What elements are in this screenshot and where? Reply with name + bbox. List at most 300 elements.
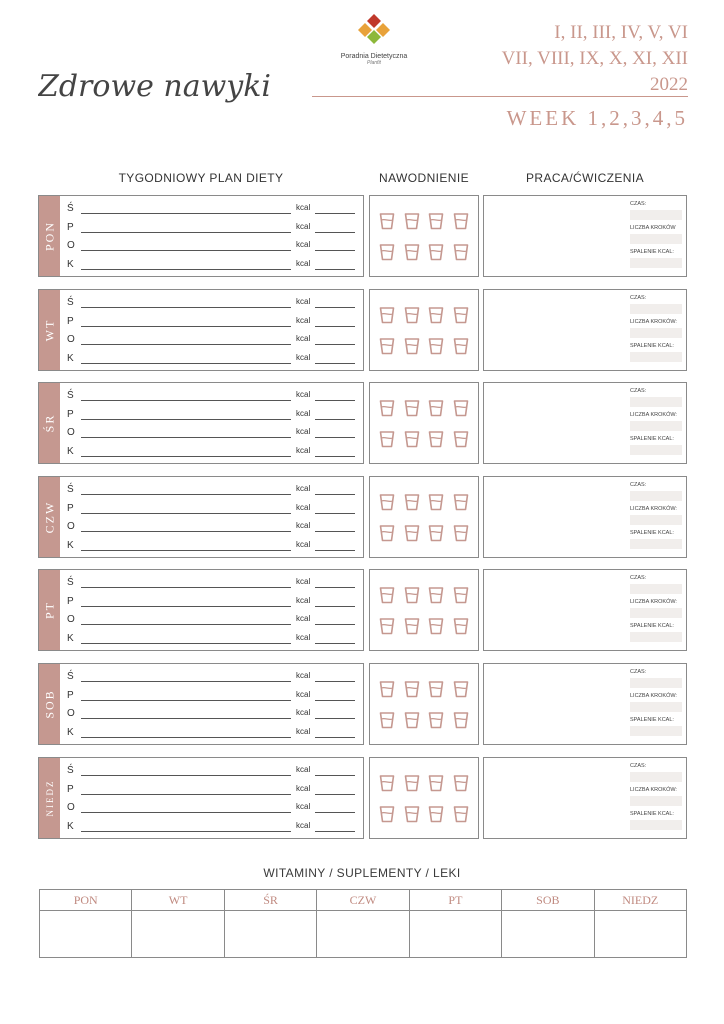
day-label: PT	[42, 600, 56, 620]
work-exercise-box	[483, 289, 687, 371]
water-glass-icon[interactable]	[453, 617, 469, 635]
time-label: CZAS:	[630, 295, 647, 301]
kcal-write-line[interactable]	[315, 794, 355, 795]
meal-write-line[interactable]	[81, 587, 291, 588]
water-glass-icon[interactable]	[404, 212, 420, 230]
meal-letter: K	[67, 445, 74, 457]
meal-write-line[interactable]	[81, 363, 291, 364]
water-glass-icon[interactable]	[453, 430, 469, 448]
kcal-write-line[interactable]	[315, 700, 355, 701]
day-tab	[39, 477, 60, 557]
steps-label: LICZBA KROKÓW	[630, 225, 676, 231]
diet-box	[38, 289, 364, 371]
work-exercise-box	[483, 663, 687, 745]
year: 2022	[650, 74, 688, 95]
meal-line[interactable]	[67, 238, 359, 256]
work-exercise-box	[483, 476, 687, 558]
time-label: CZAS:	[630, 763, 647, 769]
meal-letter: O	[67, 334, 75, 345]
meal-line[interactable]	[67, 407, 359, 425]
meal-letter: K	[67, 258, 74, 270]
diet-box	[38, 476, 364, 558]
kcal-label: kcal	[296, 521, 311, 530]
time-field[interactable]	[630, 210, 682, 220]
kcal-label: kcal	[296, 427, 311, 436]
kcal-write-line[interactable]	[315, 456, 355, 457]
time-label: CZAS:	[630, 201, 647, 207]
water-glass-icon[interactable]	[379, 399, 395, 417]
meal-letter: O	[67, 614, 75, 625]
day-tab	[39, 664, 60, 744]
water-glass-icon[interactable]	[379, 430, 395, 448]
kcal-label: kcal	[296, 765, 311, 774]
work-exercise-box	[483, 569, 687, 651]
burn-label: SPALENIE KCAL:	[630, 343, 674, 349]
hydration-box	[369, 195, 479, 277]
water-glass-icon[interactable]	[404, 711, 420, 729]
kcal-label: kcal	[296, 577, 311, 586]
steps-field[interactable]	[630, 421, 682, 431]
water-glass-icon[interactable]	[453, 212, 469, 230]
burn-field[interactable]	[630, 820, 682, 830]
diet-plan-heading: TYGODNIOWY PLAN DIETY	[118, 171, 284, 185]
time-label: CZAS:	[630, 575, 647, 581]
kcal-label: kcal	[296, 726, 311, 736]
meal-letter: P	[67, 408, 74, 420]
water-glass-icon[interactable]	[453, 306, 469, 324]
meal-write-line[interactable]	[81, 606, 291, 607]
kcal-write-line[interactable]	[315, 737, 355, 738]
meal-line[interactable]	[67, 351, 359, 369]
kcal-write-line[interactable]	[315, 831, 355, 832]
steps-label: LICZBA KROKÓW:	[630, 693, 677, 699]
meal-letter: O	[67, 427, 75, 438]
kcal-label: kcal	[296, 445, 311, 455]
water-glass-icon[interactable]	[428, 586, 444, 604]
meal-write-line[interactable]	[81, 718, 291, 719]
supplement-column[interactable]	[40, 890, 132, 957]
diet-box	[38, 195, 364, 277]
steps-label: LICZBA KROKÓW:	[630, 412, 677, 418]
time-field[interactable]	[630, 397, 682, 407]
kcal-write-line[interactable]	[315, 326, 355, 327]
meal-write-line[interactable]	[81, 831, 291, 832]
burn-field[interactable]	[630, 258, 682, 268]
meal-line[interactable]	[67, 519, 359, 537]
kcal-write-line[interactable]	[315, 213, 355, 214]
steps-label: LICZBA KROKÓW:	[630, 787, 677, 793]
water-glass-icon[interactable]	[428, 212, 444, 230]
water-glass-icon[interactable]	[428, 680, 444, 698]
water-glass-icon[interactable]	[379, 243, 395, 261]
water-glass-icon[interactable]	[428, 399, 444, 417]
supplement-column[interactable]	[317, 890, 409, 957]
day-label: CZW	[42, 500, 56, 534]
water-glass-icon[interactable]	[404, 524, 420, 542]
day-tab	[39, 383, 60, 463]
hydration-box	[369, 569, 479, 651]
water-glass-icon[interactable]	[404, 337, 420, 355]
steps-field[interactable]	[630, 234, 682, 244]
water-glass-icon[interactable]	[379, 212, 395, 230]
meal-line[interactable]	[67, 763, 359, 781]
logo-subtitle: Planfit	[367, 60, 381, 66]
kcal-label: kcal	[296, 408, 311, 418]
steps-label: LICZBA KROKÓW:	[630, 506, 677, 512]
meal-line[interactable]	[67, 594, 359, 612]
water-glass-icon[interactable]	[379, 805, 395, 823]
diet-box	[38, 382, 364, 464]
hydration-box	[369, 382, 479, 464]
meal-write-line[interactable]	[81, 812, 291, 813]
steps-field[interactable]	[630, 702, 682, 712]
meal-line[interactable]	[67, 725, 359, 743]
meal-line[interactable]	[67, 669, 359, 687]
water-glass-icon[interactable]	[404, 680, 420, 698]
meal-write-line[interactable]	[81, 737, 291, 738]
kcal-write-line[interactable]	[315, 681, 355, 682]
kcal-label: kcal	[296, 240, 311, 249]
hydration-box	[369, 476, 479, 558]
steps-field[interactable]	[630, 328, 682, 338]
water-glass-icon[interactable]	[453, 774, 469, 792]
meal-write-line[interactable]	[81, 624, 291, 625]
meal-line[interactable]	[67, 501, 359, 519]
script-title	[38, 56, 298, 116]
day-tab	[39, 196, 60, 276]
water-glass-icon[interactable]	[428, 243, 444, 261]
water-glass-icon[interactable]	[453, 337, 469, 355]
burn-label: SPALENIE KCAL:	[630, 623, 674, 629]
supplements-title: WITAMINY / SUPLEMENTY / LEKI	[263, 866, 461, 880]
water-glass-icon[interactable]	[453, 711, 469, 729]
meal-letter: P	[67, 315, 74, 327]
meal-line[interactable]	[67, 332, 359, 350]
kcal-write-line[interactable]	[315, 269, 355, 270]
water-glass-icon[interactable]	[404, 243, 420, 261]
kcal-write-line[interactable]	[315, 624, 355, 625]
meal-line[interactable]	[67, 295, 359, 313]
logo-name: Poradnia Dietetyczna	[340, 53, 408, 60]
water-glass-icon[interactable]	[428, 306, 444, 324]
burn-label: SPALENIE KCAL:	[630, 811, 674, 817]
meal-write-line[interactable]	[81, 531, 291, 532]
meal-letter: Ś	[67, 203, 74, 214]
meal-write-line[interactable]	[81, 513, 291, 514]
day-tab	[39, 758, 60, 838]
burn-field[interactable]	[630, 726, 682, 736]
supplement-day-header: SOB	[502, 890, 593, 911]
meal-letter: Ś	[67, 484, 74, 495]
kcal-label: kcal	[296, 802, 311, 811]
kcal-label: kcal	[296, 258, 311, 268]
supplement-day-header: NIEDZ	[595, 890, 686, 911]
meal-line[interactable]	[67, 575, 359, 593]
time-label: CZAS:	[630, 482, 647, 488]
meal-line[interactable]	[67, 482, 359, 500]
day-label: SOB	[42, 689, 56, 719]
meal-letter: Ś	[67, 297, 74, 308]
supplement-day-header: CZW	[317, 890, 408, 911]
kcal-label: kcal	[296, 334, 311, 343]
kcal-label: kcal	[296, 484, 311, 493]
meal-write-line[interactable]	[81, 643, 291, 644]
water-glass-icon[interactable]	[379, 586, 395, 604]
hydration-box	[369, 663, 479, 745]
meal-write-line[interactable]	[81, 775, 291, 776]
burn-field[interactable]	[630, 352, 682, 362]
water-glass-icon[interactable]	[428, 430, 444, 448]
kcal-write-line[interactable]	[315, 812, 355, 813]
burn-label: SPALENIE KCAL:	[630, 436, 674, 442]
months-line-1: I, II, III, IV, V, VI	[554, 22, 688, 43]
meal-letter: K	[67, 726, 74, 738]
time-field[interactable]	[630, 584, 682, 594]
header-divider	[312, 96, 688, 97]
week-label: WEEK 1,2,3,4,5	[506, 106, 688, 130]
burn-field[interactable]	[630, 445, 682, 455]
kcal-write-line[interactable]	[315, 419, 355, 420]
meal-letter: P	[67, 595, 74, 607]
meal-letter: P	[67, 221, 74, 233]
time-field[interactable]	[630, 491, 682, 501]
meal-letter: Ś	[67, 671, 74, 682]
water-glass-icon[interactable]	[404, 586, 420, 604]
kcal-write-line[interactable]	[315, 606, 355, 607]
burn-field[interactable]	[630, 539, 682, 549]
kcal-write-line[interactable]	[315, 232, 355, 233]
kcal-label: kcal	[296, 708, 311, 717]
kcal-write-line[interactable]	[315, 550, 355, 551]
time-field[interactable]	[630, 678, 682, 688]
kcal-write-line[interactable]	[315, 363, 355, 364]
supplement-day-header: PT	[410, 890, 501, 911]
meal-write-line[interactable]	[81, 344, 291, 345]
water-glass-icon[interactable]	[428, 337, 444, 355]
supplement-column[interactable]	[132, 890, 224, 957]
time-field[interactable]	[630, 304, 682, 314]
water-glass-icon[interactable]	[379, 306, 395, 324]
water-glass-icon[interactable]	[379, 337, 395, 355]
meal-letter: O	[67, 802, 75, 813]
meal-letter: P	[67, 783, 74, 795]
supplement-day-header: PON	[40, 890, 131, 911]
work-exercise-box	[483, 757, 687, 839]
supplement-column[interactable]	[502, 890, 594, 957]
kcal-label: kcal	[296, 614, 311, 623]
water-glass-icon[interactable]	[404, 617, 420, 635]
meal-write-line[interactable]	[81, 456, 291, 457]
meal-write-line[interactable]	[81, 700, 291, 701]
day-label: ŚR	[42, 413, 56, 433]
kcal-write-line[interactable]	[315, 250, 355, 251]
meal-line[interactable]	[67, 444, 359, 462]
water-glass-icon[interactable]	[404, 399, 420, 417]
kcal-label: kcal	[296, 203, 311, 212]
steps-field[interactable]	[630, 608, 682, 618]
meal-letter: Ś	[67, 577, 74, 588]
meal-line[interactable]	[67, 220, 359, 238]
meal-write-line[interactable]	[81, 213, 291, 214]
work-exercise-heading: PRACA/ĆWICZENIA	[525, 171, 644, 185]
water-glass-icon[interactable]	[379, 524, 395, 542]
meal-line[interactable]	[67, 800, 359, 818]
kcal-label: kcal	[296, 390, 311, 399]
kcal-label: kcal	[296, 595, 311, 605]
burn-label: SPALENIE KCAL:	[630, 530, 674, 536]
water-glass-icon[interactable]	[453, 524, 469, 542]
kcal-label: kcal	[296, 539, 311, 549]
logo-icon	[357, 12, 391, 46]
water-glass-icon[interactable]	[428, 617, 444, 635]
meal-write-line[interactable]	[81, 494, 291, 495]
meal-write-line[interactable]	[81, 232, 291, 233]
water-glass-icon[interactable]	[453, 680, 469, 698]
meal-write-line[interactable]	[81, 269, 291, 270]
months-block	[502, 20, 688, 98]
meal-write-line[interactable]	[81, 400, 291, 401]
months-line-2: VII, VIII, IX, X, XI, XII	[501, 48, 688, 69]
meal-line[interactable]	[67, 819, 359, 837]
burn-field[interactable]	[630, 632, 682, 642]
meal-letter: K	[67, 632, 74, 644]
meal-letter: K	[67, 352, 74, 364]
kcal-write-line[interactable]	[315, 587, 355, 588]
supplement-day-header: ŚR	[225, 890, 316, 911]
meal-write-line[interactable]	[81, 419, 291, 420]
steps-field[interactable]	[630, 515, 682, 525]
water-glass-icon[interactable]	[404, 774, 420, 792]
meal-line[interactable]	[67, 631, 359, 649]
script-title-text: Zdrowe nawyki	[38, 69, 272, 104]
meal-letter: K	[67, 539, 74, 551]
water-glass-icon[interactable]	[379, 617, 395, 635]
meal-write-line[interactable]	[81, 307, 291, 308]
kcal-write-line[interactable]	[315, 494, 355, 495]
day-tab	[39, 290, 60, 370]
water-glass-icon[interactable]	[428, 524, 444, 542]
meal-line[interactable]	[67, 425, 359, 443]
water-glass-icon[interactable]	[453, 399, 469, 417]
hydration-box	[369, 757, 479, 839]
meal-letter: O	[67, 240, 75, 251]
kcal-label: kcal	[296, 297, 311, 306]
day-label: PON	[42, 220, 56, 252]
hydration-box	[369, 289, 479, 371]
water-glass-icon[interactable]	[428, 805, 444, 823]
meal-letter: Ś	[67, 390, 74, 401]
water-glass-icon[interactable]	[379, 493, 395, 511]
meal-line[interactable]	[67, 314, 359, 332]
kcal-write-line[interactable]	[315, 307, 355, 308]
diet-box	[38, 569, 364, 651]
kcal-write-line[interactable]	[315, 775, 355, 776]
supplement-column[interactable]	[225, 890, 317, 957]
supplement-day-header: WT	[132, 890, 223, 911]
meal-letter: O	[67, 521, 75, 532]
water-glass-icon[interactable]	[453, 805, 469, 823]
supplement-column[interactable]	[410, 890, 502, 957]
meal-line[interactable]	[67, 538, 359, 556]
meal-write-line[interactable]	[81, 250, 291, 251]
kcal-write-line[interactable]	[315, 531, 355, 532]
burn-label: SPALENIE KCAL:	[630, 249, 674, 255]
kcal-label: kcal	[296, 689, 311, 699]
kcal-write-line[interactable]	[315, 718, 355, 719]
water-glass-icon[interactable]	[453, 586, 469, 604]
meal-letter: O	[67, 708, 75, 719]
kcal-label: kcal	[296, 352, 311, 362]
meal-line[interactable]	[67, 782, 359, 800]
work-exercise-box	[483, 382, 687, 464]
water-glass-icon[interactable]	[379, 774, 395, 792]
meal-write-line[interactable]	[81, 550, 291, 551]
water-glass-icon[interactable]	[379, 711, 395, 729]
day-tab	[39, 570, 60, 650]
water-glass-icon[interactable]	[453, 243, 469, 261]
time-label: CZAS:	[630, 669, 647, 675]
meal-letter: P	[67, 502, 74, 514]
meal-write-line[interactable]	[81, 681, 291, 682]
water-glass-icon[interactable]	[453, 493, 469, 511]
water-glass-icon[interactable]	[404, 306, 420, 324]
hydration-heading: NAWODNIENIE	[379, 171, 469, 185]
kcal-write-line[interactable]	[315, 437, 355, 438]
diet-box	[38, 757, 364, 839]
time-field[interactable]	[630, 772, 682, 782]
meal-line[interactable]	[67, 706, 359, 724]
kcal-label: kcal	[296, 632, 311, 642]
supplement-column[interactable]	[595, 890, 686, 957]
meal-letter: P	[67, 689, 74, 701]
kcal-label: kcal	[296, 783, 311, 793]
meal-write-line[interactable]	[81, 794, 291, 795]
diet-box	[38, 663, 364, 745]
water-glass-icon[interactable]	[379, 680, 395, 698]
kcal-write-line[interactable]	[315, 344, 355, 345]
water-glass-icon[interactable]	[404, 430, 420, 448]
kcal-write-line[interactable]	[315, 513, 355, 514]
steps-field[interactable]	[630, 796, 682, 806]
kcal-label: kcal	[296, 820, 311, 830]
kcal-label: kcal	[296, 502, 311, 512]
meal-write-line[interactable]	[81, 326, 291, 327]
water-glass-icon[interactable]	[428, 774, 444, 792]
day-label: NIEDZ	[44, 779, 55, 817]
time-label: CZAS:	[630, 388, 647, 394]
meal-line[interactable]	[67, 388, 359, 406]
water-glass-icon[interactable]	[428, 493, 444, 511]
water-glass-icon[interactable]	[404, 493, 420, 511]
water-glass-icon[interactable]	[404, 805, 420, 823]
meal-letter: K	[67, 820, 74, 832]
work-exercise-box	[483, 195, 687, 277]
meal-line[interactable]	[67, 201, 359, 219]
day-label: WT	[42, 318, 56, 342]
meal-line[interactable]	[67, 257, 359, 275]
kcal-label: kcal	[296, 315, 311, 325]
kcal-write-line[interactable]	[315, 643, 355, 644]
logo	[334, 12, 414, 78]
supplements-table	[39, 889, 687, 958]
kcal-write-line[interactable]	[315, 400, 355, 401]
water-glass-icon[interactable]	[428, 711, 444, 729]
burn-label: SPALENIE KCAL:	[630, 717, 674, 723]
meal-line[interactable]	[67, 612, 359, 630]
meal-write-line[interactable]	[81, 437, 291, 438]
meal-line[interactable]	[67, 688, 359, 706]
steps-label: LICZBA KROKÓW:	[630, 599, 677, 605]
